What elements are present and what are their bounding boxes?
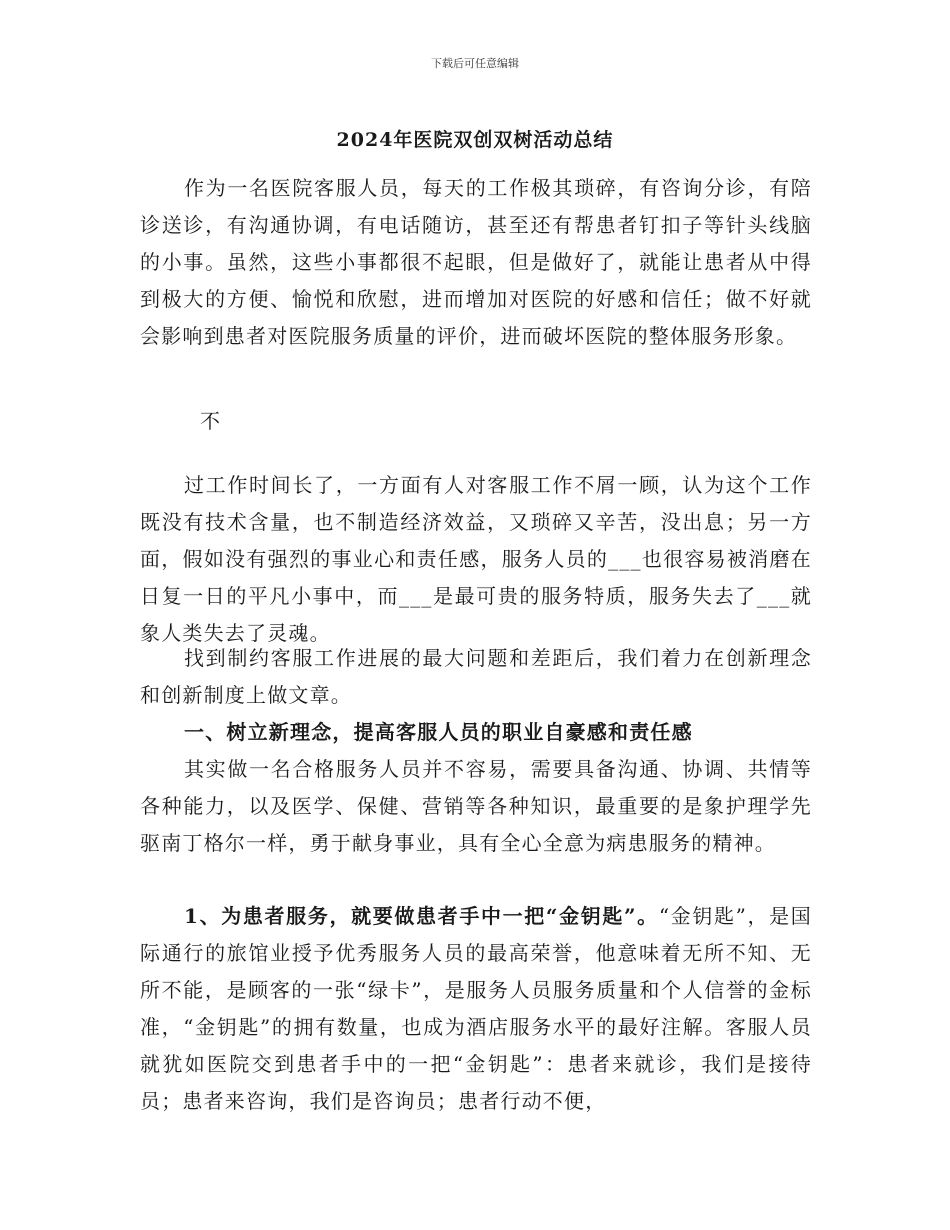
paragraph-work-attitude: 过工作时间长了，一方面有人对客服工作不屑一顾，认为这个工作既没有技术含量，也不制造经济效益，又琐碎又辛苦，没出息；另一方面，假如没有强烈的事业心和责任感，服务人员的___也很容易被消磨在日复一日的平凡小事中，而___是最可贵的服务特质，服务失去了___就象人类失去了灵魂。 xyxy=(140,473,812,645)
document-title: 2024年医院双创双树活动总结 xyxy=(336,129,614,151)
paragraph-qualified-staff: 其实做一名合格服务人员并不容易，需要具备沟通、协调、共情等各种能力，以及医学、保健、营销等各种知识，最重要的是象护理学先驱南丁格尔一样，勇于献身事业，具有全心全意为病患服务的精神。 xyxy=(140,757,812,855)
paragraph-innovation: 找到制约客服工作进展的最大问题和差距后，我们着力在创新理念和创新制度上做文章。 xyxy=(140,646,812,707)
paragraph-golden-key: “金钥匙”，是国际通行的旅馆业授予优秀服务人员的最高荣誉，他意味着无所不知、无所不能，是顾客的一张“绿卡”，是服务人员服务质量和个人信誉的金标准，“金钥匙”的拥有数量，也成为酒店服务水平的最好注解。客服人员就犹如医院交到患者手中的一把“金钥匙”：患者来就诊，我们是接待员；患者来咨询，我们是咨询员；患者行动不便， xyxy=(140,904,812,1113)
paragraph-fragment: 不 xyxy=(200,409,222,433)
subheading-golden-key: 1、为患者服务，就要做患者手中一把“金钥匙”。 xyxy=(184,904,659,928)
page-header: 下载后可任意编辑 xyxy=(431,57,519,70)
paragraph-intro: 作为一名医院客服人员，每天的工作极其琐碎，有咨询分诊，有陪诊送诊，有沟通协调，有电话随访，甚至还有帮患者钉扣子等针头线脑的小事。虽然，这些小事都很不起眼，但是做好了，就能让患者从中得到极大的方便、愉悦和欣慰，进而增加对医院的好感和信任；做不好就会影响到患者对医院服务质量的评价，进而破坏医院的整体服务形象。 xyxy=(140,176,812,348)
section-heading-1: 一、树立新理念，提高客服人员的职业自豪感和责任感 xyxy=(184,720,693,744)
